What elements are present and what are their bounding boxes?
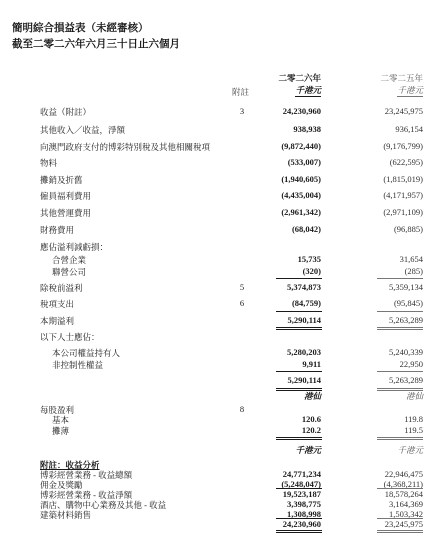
row-label: 財務費用 [40, 225, 75, 235]
row-label: 本公司權益持有人 [52, 348, 121, 358]
current-period-value: 24,771,234 [282, 469, 321, 479]
double-rule-profit-prior [377, 327, 423, 330]
rule-before-profit [276, 311, 322, 312]
statement-row [0, 141, 446, 155]
current-year-label: 二零二六年 [278, 73, 321, 83]
prior-period-value: 3,164,369 [389, 499, 423, 509]
current-unit-label: 千港元 [295, 85, 321, 95]
current-period-value: 3,398,775 [287, 499, 321, 509]
row-label: 博彩經營業務 - 收益淨額 [40, 490, 133, 500]
double-rule-eps [276, 437, 322, 440]
row-label: 本期溢利 [40, 316, 75, 326]
prior-period-value: (2,971,109) [383, 207, 423, 217]
statement-row [0, 331, 446, 345]
row-label: 附註：收益分析 [40, 460, 100, 470]
prior-period-value: 5,263,289 [389, 315, 423, 325]
current-period-value: (5,248,047) [281, 479, 321, 489]
row-label: 基本 [52, 415, 70, 425]
row-note-ref: 3 [239, 106, 245, 116]
current-period-value: (2,961,342) [281, 207, 321, 217]
row-note-ref: 6 [239, 298, 245, 308]
prior-period-value: 1,503,342 [389, 509, 423, 519]
prior-period-value: 936,154 [395, 124, 423, 134]
current-period-value: 9,911 [302, 359, 321, 369]
prior-period-value: (9,176,799) [383, 141, 423, 151]
statement-row [0, 106, 446, 120]
current-period-value: 5,290,114 [287, 375, 321, 385]
current-period-value: 1,308,998 [287, 509, 321, 519]
statement-row [0, 190, 446, 204]
revenue-current-unit: 千港元 [295, 445, 321, 455]
prior-period-value: 119.5 [404, 425, 423, 435]
rule-before-attrib-total-prior [377, 371, 423, 372]
double-rule-profit [276, 327, 322, 330]
row-label: 應佔溢利減虧損： [40, 242, 109, 252]
row-label: 收益（附註） [40, 107, 92, 117]
double-rule-revenue-total [276, 530, 322, 533]
current-period-value: 938,938 [293, 124, 321, 134]
statement-period: 截至二零二六年六月三十日止六個月 [12, 39, 180, 50]
statement-row [0, 282, 446, 296]
rule-before-profit-prior [377, 311, 423, 312]
row-label: 佣金及獎勵 [40, 480, 83, 490]
rule-before-pretax [276, 278, 322, 279]
double-rule-eps-prior [377, 437, 423, 440]
statement-row [0, 224, 446, 238]
rule-before-attrib-total [276, 371, 322, 372]
row-label: 每股盈利 [40, 405, 75, 415]
current-period-value: (4,435,004) [281, 190, 321, 200]
current-period-value: 120.2 [301, 425, 321, 435]
prior-year-header [380, 72, 423, 97]
prior-period-value: (4,171,957) [383, 190, 423, 200]
row-label: 稅項支出 [40, 299, 75, 309]
statement-row [0, 174, 446, 188]
statement-row [0, 298, 446, 312]
current-period-value: 5,374,873 [287, 282, 321, 292]
prior-period-value: (285) [404, 266, 423, 276]
prior-period-value: 22,946,475 [384, 469, 423, 479]
prior-period-value: 18,578,264 [384, 489, 423, 499]
rule-before-net-gaming-prior [377, 488, 423, 489]
row-label: 向澳門政府支付的博彩特別稅及其他相關稅項 [40, 142, 211, 152]
prior-period-value: (4,368,211) [383, 479, 423, 489]
rule-before-revenue-total-prior [377, 518, 423, 519]
row-label: 聯營公司 [52, 267, 87, 277]
current-period-value: (84,759) [291, 298, 321, 308]
prior-year-label: 二零二五年 [380, 73, 423, 83]
statement-row [0, 157, 446, 171]
rule-before-revenue-total [276, 518, 322, 519]
row-label: 除稅前溢利 [40, 283, 83, 293]
statement-row [0, 207, 446, 221]
double-rule-revenue-total-prior [377, 530, 423, 533]
row-label: 建築材料銷售 [40, 510, 92, 520]
prior-unit-label: 千港元 [397, 85, 423, 95]
prior-period-value: (1,815,019) [383, 174, 423, 184]
eps-current-unit: 港仙 [303, 391, 321, 401]
row-label: 攤銷及折舊 [40, 175, 83, 185]
prior-period-value: (96,885) [393, 224, 423, 234]
row-label: 博彩經營業務 - 收益總額 [40, 470, 133, 480]
current-period-value: 19,523,187 [282, 489, 321, 499]
revenue-prior-unit: 千港元 [397, 445, 423, 455]
current-period-value: 15,735 [297, 254, 321, 264]
row-label: 其他收入／收益，淨額 [40, 125, 126, 135]
prior-period-value: 5,263,289 [389, 375, 423, 385]
prior-period-value: 5,359,134 [389, 282, 423, 292]
statement-row [0, 375, 446, 389]
current-period-value: (320) [302, 266, 321, 276]
prior-period-value: 22,950 [399, 359, 423, 369]
current-period-value: 24,230,960 [282, 106, 321, 116]
row-label: 以下人士應佔： [40, 332, 100, 342]
eps-prior-unit: 港仙 [405, 391, 423, 401]
row-label: 物料 [40, 158, 58, 168]
prior-period-value: 23,245,975 [384, 519, 423, 529]
note-column-header: 附註 [232, 87, 250, 97]
statement-row [0, 124, 446, 138]
row-note-ref: 8 [239, 404, 245, 414]
statement-title: 簡明綜合損益表（未經審核） [12, 23, 149, 34]
current-period-value: (533,007) [287, 157, 321, 167]
current-period-value: (1,940,605) [281, 174, 321, 184]
row-label: 攤薄 [52, 426, 70, 436]
row-label: 非控制性權益 [52, 360, 104, 370]
current-period-value: 24,230,960 [282, 519, 321, 529]
current-period-value: 5,280,203 [287, 347, 321, 357]
prior-period-value: (95,845) [393, 298, 423, 308]
current-period-value: (68,042) [291, 224, 321, 234]
current-period-value: 120.6 [301, 414, 321, 424]
row-label: 僱員福利費用 [40, 191, 92, 201]
row-label: 合營企業 [52, 255, 87, 265]
statement-row [0, 241, 446, 255]
rule-before-pretax-prior [377, 278, 423, 279]
current-period-value: (9,872,440) [281, 141, 321, 151]
prior-period-value: 31,654 [399, 254, 423, 264]
row-label: 酒店、購物中心業務及其他 - 收益 [40, 500, 167, 510]
rule-before-net-gaming [276, 488, 322, 489]
current-year-header [278, 72, 321, 97]
prior-period-value: (622,595) [389, 157, 423, 167]
row-note-ref: 5 [239, 282, 245, 292]
row-label: 其他營運費用 [40, 208, 92, 218]
prior-period-value: 23,245,975 [384, 106, 423, 116]
current-period-value: 5,290,114 [287, 315, 321, 325]
prior-period-value: 119.8 [404, 414, 423, 424]
prior-period-value: 5,240,339 [389, 347, 423, 357]
